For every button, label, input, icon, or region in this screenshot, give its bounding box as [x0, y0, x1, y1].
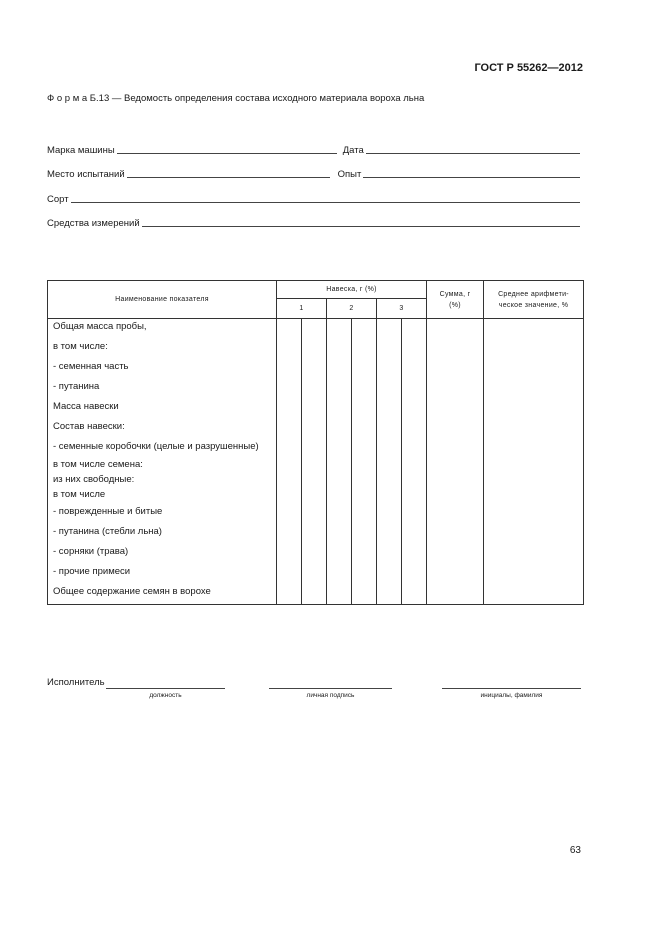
signature-input-line[interactable] — [269, 687, 392, 689]
header-average: Среднее арифмети- ческое значение, % — [484, 281, 584, 319]
row-label: Общая масса пробы, — [53, 321, 147, 332]
composition-table — [47, 280, 584, 605]
sample-1-mass-cell[interactable] — [277, 319, 302, 605]
position-caption: должность — [149, 692, 182, 699]
row-label: в том числе семена: — [53, 459, 143, 470]
average-cell[interactable] — [484, 319, 584, 605]
sample-3-percent-cell[interactable] — [402, 319, 427, 605]
row-label: Состав навески: — [53, 421, 125, 432]
row-label: - сорняки (трава) — [53, 546, 129, 557]
header-sample-2: 2 — [327, 299, 377, 319]
indicator-names-cell — [48, 319, 277, 605]
row-label: - прочие примеси — [53, 566, 131, 577]
measuring-tools-label: Средства измерений — [47, 218, 140, 229]
row-label: - поврежденные и битые — [53, 506, 163, 517]
position-input-line[interactable] — [106, 687, 225, 689]
row-label: из них свободные: — [53, 474, 135, 485]
sample-2-percent-cell[interactable] — [352, 319, 377, 605]
executor-label: Исполнитель — [47, 677, 105, 688]
initials-input-line[interactable] — [442, 687, 581, 689]
test-place-label: Место испытаний — [47, 169, 125, 180]
header-indicator-name: Наименование показателя — [48, 281, 277, 319]
initials-caption: инициалы, фамилия — [480, 692, 543, 699]
date-label: Дата — [342, 145, 364, 156]
test-place-input-line[interactable] — [127, 176, 330, 178]
sample-2-mass-cell[interactable] — [327, 319, 352, 605]
date-input-line[interactable] — [366, 152, 580, 154]
row-label: - путанина (стебли льна) — [53, 526, 162, 537]
experiment-input-line[interactable] — [363, 176, 580, 178]
header-sample-1: 1 — [277, 299, 327, 319]
header-sum: Сумма, г (%) — [427, 281, 484, 319]
standard-code: ГОСТ Р 55262—2012 — [474, 62, 583, 74]
header-sample: Навеска, г (%) — [277, 281, 427, 299]
page-number: 63 — [569, 845, 581, 856]
row-label: Масса навески — [53, 401, 119, 412]
signature-caption: личная подпись — [306, 692, 355, 699]
experiment-label: Опыт — [337, 169, 362, 180]
row-label: в том числе — [53, 489, 106, 500]
row-label: - семенные коробочки (целые и разрушенные) — [53, 441, 259, 452]
measuring-tools-input-line[interactable] — [142, 225, 580, 227]
sample-1-percent-cell[interactable] — [302, 319, 327, 605]
field-row-tools — [47, 215, 582, 229]
field-row-variety — [47, 191, 582, 205]
form-title: Ф о р м а Б.13 — Ведомость определения состава исходного материала вороха льна — [47, 93, 425, 104]
machine-mark-label: Марка машины — [47, 145, 115, 156]
machine-mark-input-line[interactable] — [117, 152, 337, 154]
row-label: - путанина — [53, 381, 100, 392]
sum-cell[interactable] — [427, 319, 484, 605]
variety-input-line[interactable] — [71, 201, 580, 203]
variety-label: Сорт — [47, 194, 69, 205]
sample-3-mass-cell[interactable] — [377, 319, 402, 605]
row-label: Общее содержание семян в ворохе — [53, 586, 211, 597]
field-row-machine-date — [47, 142, 582, 156]
field-row-place-experiment — [47, 166, 582, 180]
row-label: - семенная часть — [53, 361, 129, 372]
header-sample-3: 3 — [377, 299, 427, 319]
row-label: в том числе: — [53, 341, 108, 352]
